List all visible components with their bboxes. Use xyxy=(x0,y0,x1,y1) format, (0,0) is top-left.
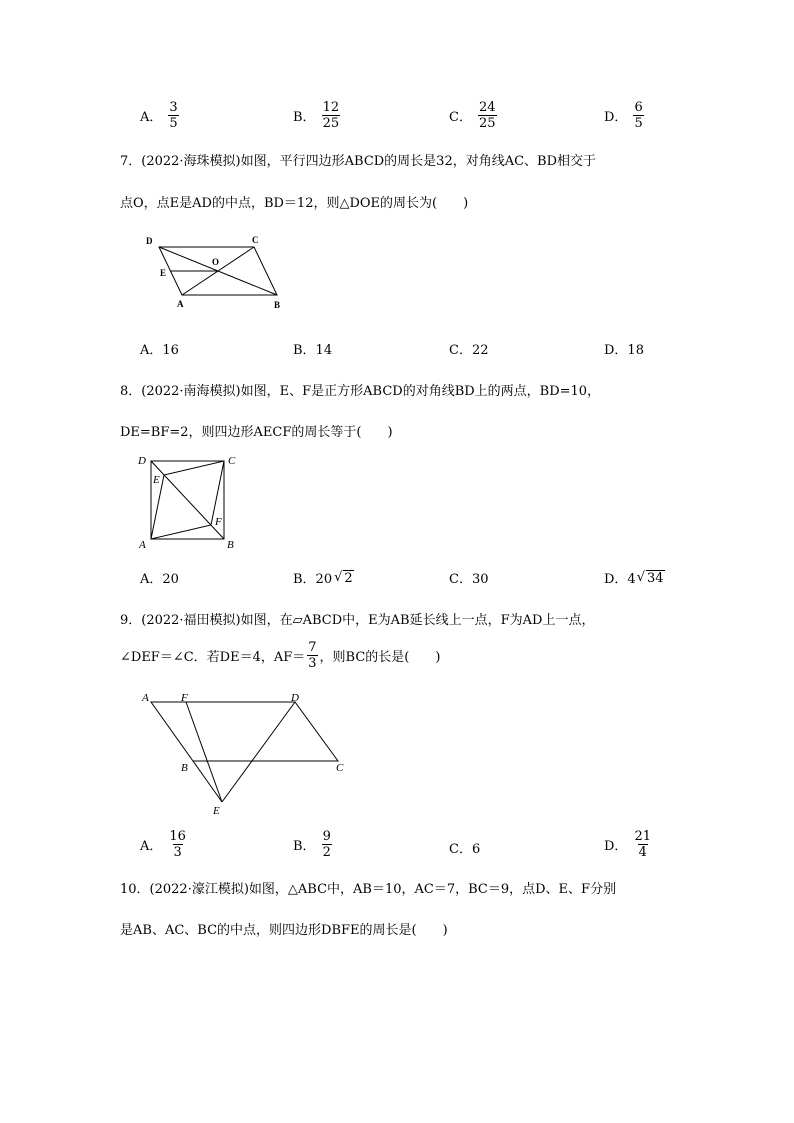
q9-text-line1: 9．(2022·福田模拟)如图，在▱ABCD中，E为AB延长线上一点，F为AD上一点， xyxy=(120,613,595,628)
q8-option-a: A．20 xyxy=(140,572,179,587)
q9-option-c: C．6 xyxy=(449,842,481,857)
q10-text-line2: 是AB、AC、BC的中点，则四边形DBFE的周长是( ) xyxy=(120,923,448,938)
q9-option-d: D． $\frac{21}{4}$ xyxy=(604,829,651,860)
q8-text-line1: 8．(2022·南海模拟)如图，E、F是正方形ABCD的对角线BD上的两点，BD=10， xyxy=(120,384,601,399)
q6-option-d-fraction: $\frac{6}{5}$ xyxy=(634,100,643,131)
q7-option-b: B．14 xyxy=(293,343,333,358)
q7-text-line2: 点O，点E是AD的中点，BD＝12，则△DOE的周长为( ) xyxy=(120,196,469,211)
q7-label-e: E xyxy=(160,268,167,278)
q9-option-b-fraction: $\frac{9}{2}$ xyxy=(322,829,331,860)
q8-label-b: B xyxy=(227,539,234,551)
q9-segment-fe xyxy=(186,702,222,802)
q6-option-c-fraction: $\frac{24}{25}$ xyxy=(478,100,496,131)
q8-label-f: F xyxy=(215,516,222,528)
q8-square-figure xyxy=(130,452,240,552)
q9-segment-ed xyxy=(222,702,295,802)
q7-option-c: C．22 xyxy=(449,343,489,358)
q6-option-a: A． $\frac{3}{5}$ xyxy=(140,100,178,131)
q6-option-b-fraction: $\frac{12}{25}$ xyxy=(322,100,340,131)
q7-label-a: A xyxy=(177,299,184,309)
q9-label-e: E xyxy=(213,805,220,817)
sqrt-sign-icon: √ xyxy=(334,570,343,585)
q8-label-d: D xyxy=(138,455,146,467)
q9-segment-be xyxy=(193,761,222,802)
q7-label-c: C xyxy=(252,235,259,245)
q8-option-b: B．20 √ 2 xyxy=(293,570,353,587)
q7-parallelogram-figure xyxy=(140,230,300,315)
q8-label-e: E xyxy=(153,474,160,486)
q9-option-a: A． $\frac{16}{3}$ xyxy=(140,829,186,860)
q9-label-a: A xyxy=(142,692,149,704)
q8-diagonal-bd xyxy=(151,461,224,539)
q9-parallelogram-figure xyxy=(135,686,360,820)
q9-option-b: B． $\frac{9}{2}$ xyxy=(293,829,331,860)
q7-label-b: B xyxy=(274,300,281,310)
q9-af-fraction: $\frac{7}{3}$ xyxy=(308,640,317,671)
q8-text-line2: DE=BF=2，则四边形AECF的周长等于( ) xyxy=(120,425,393,440)
q8-option-d-radicand: 34 xyxy=(647,570,664,586)
q7-label-o: O xyxy=(212,257,220,267)
q8-label-c: C xyxy=(228,455,236,467)
q6-option-b: B． $\frac{12}{25}$ xyxy=(293,100,340,131)
q9-label-d: D xyxy=(291,692,299,704)
q9-label-f: F xyxy=(181,692,188,704)
q7-option-a: A．16 xyxy=(140,343,179,358)
q9-text-line2: ∠DEF＝∠C．若DE＝4，AF＝ $\frac{7}{3}$ ，则BC的长是( ) xyxy=(120,640,441,671)
q8-option-c: C．30 xyxy=(449,572,489,587)
q9-label-c: C xyxy=(336,762,344,774)
q8-option-b-radicand: 2 xyxy=(344,570,353,586)
q7-label-d: D xyxy=(146,236,153,246)
q7-text-line1: 7．(2022·海珠模拟)如图，平行四边形ABCD的周长是32，对角线AC、BD相交于 xyxy=(120,154,597,169)
q9-option-d-fraction: $\frac{21}{4}$ xyxy=(634,829,651,860)
q7-option-d: D．18 xyxy=(604,343,644,358)
q9-parallelogram-abcd xyxy=(151,702,338,761)
sqrt-sign-icon: √ xyxy=(636,570,645,585)
q9-option-a-fraction: $\frac{16}{3}$ xyxy=(169,829,186,860)
q6-option-d: D． $\frac{6}{5}$ xyxy=(604,100,643,131)
q6-option-a-fraction: $\frac{3}{5}$ xyxy=(169,100,178,131)
q8-option-d: D．4 √ 34 xyxy=(604,570,664,587)
q6-option-c: C． $\frac{24}{25}$ xyxy=(449,100,496,131)
q8-label-a: A xyxy=(139,539,146,551)
q9-label-b: B xyxy=(181,762,188,774)
q10-text-line1: 10．(2022·濠江模拟)如图，△ABC中，AB＝10，AC＝7，BC＝9，点D、E、F分别 xyxy=(120,882,617,897)
